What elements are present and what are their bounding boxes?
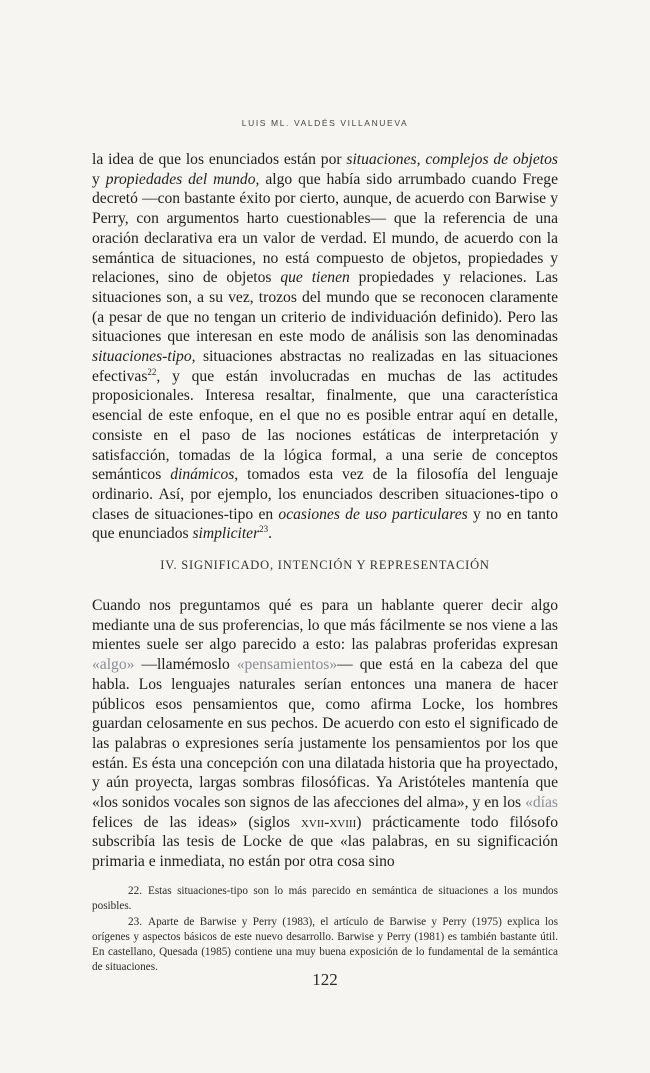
italic-span: que tienen	[280, 269, 350, 287]
footnote-number: 23.	[128, 915, 142, 928]
italic-span: propiedades del mundo,	[105, 170, 260, 188]
text-span: y	[92, 170, 106, 188]
text-span: algo que había sido arrumbado cuando Frege decretó —con bastante éxito por cierto, aunque, de acuerdo con Barwise y Perry, con argumentos harto cuestionables— que la referencia de una oración declarativa era un valor de verdad. El mundo, de acuerdo con la semántica de situaciones, no está compuesto de objetos, propiedades y relaciones, sino de objetos	[92, 170, 558, 287]
page-number: 122	[312, 970, 338, 989]
running-head: LUIS ML. VALDÉS VILLANUEVA	[241, 118, 409, 128]
highlighted-span: «algo»	[92, 656, 135, 674]
body-paragraph-1	[92, 150, 558, 544]
footnote-ref-23[interactable]: 23	[259, 524, 269, 535]
text-span: la idea de que los enunciados están por	[92, 151, 347, 168]
footnote-ref-22[interactable]: 22	[147, 366, 157, 377]
section-heading: IV. SIGNIFICADO, INTENCIÓN Y REPRESENTACIÓN	[160, 558, 490, 572]
text-span: felices de las ideas» (siglos	[92, 813, 301, 831]
text-span: y no en tanto que enunciados	[92, 505, 559, 543]
footnote-number: 22.	[128, 885, 142, 897]
text-span: , y que están involucradas en muchas de las actitudes proposicionales. Interesa resaltar, finalmente, que una característica esencial de este enfoque, en el que no es posible entrar aquí en detalle, consiste en el paso de las nociones estáticas de interpretación y satisfacción, tomadas de la lógica formal, a una serie de conceptos semánticos	[92, 367, 558, 484]
text-span: .	[268, 525, 273, 543]
footnote-22	[92, 884, 558, 915]
italic-span: ocasiones de uso particulares	[278, 505, 468, 523]
italic-span: situaciones, complejos de objetos	[346, 151, 558, 168]
footnote-text: Aparte de Barwise y Perry (1983), el artículo de Barwise y Perry (1975) explica los orígenes y aspectos básicos de este nuevo desarrollo. Barwise y Perry (1981) es también bastante útil. En castellano, Quesada (1985) contiene una muy buena exposición de lo fundamental de la semántica de situaciones.	[92, 915, 558, 974]
footnote-text: Estas situaciones-tipo son lo más parecido en semántica de situaciones a los mundos posibles.	[92, 885, 558, 913]
highlighted-span: «días	[525, 794, 558, 812]
text-span: — que está en la cabeza del que habla. Los lenguajes naturales serían entonces una manera de hacer públicos esos pensamientos que, como afirma Locke, los hombres guardan celosamente en sus pechos. De acuerdo con esto el significado de las palabras o expresiones sería justamente los pensamientos por los que están. Es ésta una concepción con una dilatada historia que ha proyectado, y aún proyecta, largas sombras filosóficas. Ya Aristóteles mantenía que «los sonidos vocales son signos de las afecciones del alma», y en los	[92, 656, 558, 812]
footnotes	[92, 884, 558, 976]
body-paragraph-2	[92, 596, 558, 872]
text-span: situaciones abstractas no realizadas en las situaciones efectivas	[92, 348, 558, 385]
text-span: Cuando nos preguntamos qué es para un hablante querer decir algo mediante una de sus proferencias, lo que más fácilmente se nos viene a las mientes suele ser algo parecido a esto: las palabras proferidas expresan	[92, 597, 558, 654]
text-span: propiedades y relaciones. Las situaciones son, a su vez, trozos del mundo que se reconocen claramente (a pesar de que no tengan un criterio de individuación definido). Pero las situaciones que interesan en este modo de análisis son las denominadas	[92, 269, 558, 346]
text-span: tomados esta vez de la filosofía del lenguaje ordinario. Así, por ejemplo, los enunciados describen situaciones-tipo o clases de situaciones-tipo en	[92, 466, 558, 523]
small-caps-span: xvii-xviii	[300, 813, 357, 831]
italic-span: dinámicos,	[170, 466, 239, 484]
text-span: ) prácticamente todo filósofo subscribía las tesis de Locke de que «las palabras, en su significación primaria e inmediata, no están por otra cosa sino	[92, 813, 558, 871]
italic-span: situaciones-tipo,	[92, 348, 196, 366]
footnote-23	[92, 915, 558, 976]
highlighted-span: «pensamientos»	[236, 656, 338, 674]
text-span: —llamémoslo	[134, 656, 237, 674]
italic-span: simpliciter	[192, 525, 260, 543]
